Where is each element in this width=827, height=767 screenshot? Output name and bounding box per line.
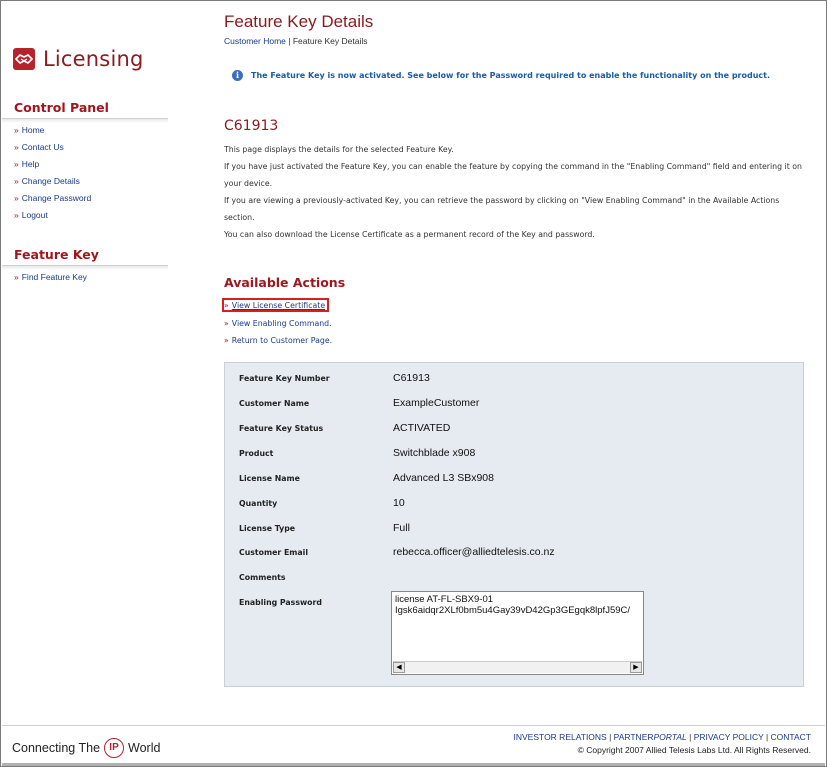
chevron-right-icon: » bbox=[224, 336, 229, 345]
detail-value: Full bbox=[393, 522, 410, 534]
chevron-right-icon: » bbox=[224, 319, 229, 328]
control-panel-title: Control Panel bbox=[2, 100, 168, 119]
investor-relations-link[interactable]: INVESTOR RELATIONS bbox=[513, 732, 607, 742]
detail-value: 10 bbox=[393, 497, 405, 509]
page-title: Feature Key Details bbox=[224, 12, 374, 31]
feature-key-nav bbox=[14, 269, 87, 286]
connecting-the-ip-world-logo bbox=[12, 738, 160, 758]
privacy-policy-link[interactable]: PRIVACY POLICY bbox=[693, 732, 764, 742]
nav-item-change-details[interactable] bbox=[14, 173, 91, 190]
nav-item-help[interactable] bbox=[14, 156, 91, 173]
description-paragraph: If you are viewing a previously-activated Key, you can retrieve the password by clicking on "View Enabling Command" in the Available Actions section. bbox=[224, 196, 780, 222]
footer-separator: | bbox=[606, 732, 614, 742]
detail-value: ExampleCustomer bbox=[393, 397, 480, 409]
enabling-password-textarea[interactable] bbox=[391, 591, 644, 675]
activation-notice bbox=[232, 70, 770, 81]
notice-text: The Feature Key is now activated. See below for the Password required to enable the functionality on the product. bbox=[251, 71, 771, 80]
detail-label: Comments bbox=[239, 573, 286, 582]
detail-label: Quantity bbox=[239, 499, 278, 508]
return-to-customer-page-link[interactable] bbox=[224, 336, 332, 345]
scroll-right-icon[interactable]: ▶ bbox=[630, 662, 642, 673]
nav-item-label: Change Password bbox=[21, 193, 92, 203]
chevron-right-icon: » bbox=[14, 176, 19, 186]
licensing-logo[interactable] bbox=[13, 47, 144, 71]
control-panel-nav bbox=[14, 122, 91, 224]
detail-label: Product bbox=[239, 449, 274, 458]
nav-item-find-feature-key[interactable] bbox=[14, 269, 87, 286]
connect-text-prefix: Connecting The bbox=[12, 741, 101, 755]
breadcrumb-separator: | bbox=[285, 36, 293, 46]
action-label: Return to Customer Page. bbox=[231, 336, 333, 345]
horizontal-scrollbar[interactable] bbox=[393, 661, 642, 673]
info-icon: i bbox=[232, 70, 243, 81]
ip-circle-icon: IP bbox=[104, 738, 124, 758]
nav-item-contact-us[interactable] bbox=[14, 139, 91, 156]
detail-label: License Name bbox=[239, 474, 300, 483]
description-paragraph: This page displays the details for the selected Feature Key. bbox=[224, 145, 454, 154]
detail-label: Customer Email bbox=[239, 548, 309, 557]
nav-item-change-password[interactable] bbox=[14, 190, 91, 207]
nav-item-label: Home bbox=[21, 125, 45, 135]
detail-value: ACTIVATED bbox=[393, 422, 451, 434]
detail-label: Enabling Password bbox=[239, 598, 322, 607]
breadcrumb-current: Feature Key Details bbox=[292, 36, 368, 46]
description-paragraph: If you have just activated the Feature Key, you can enable the feature by copying the command in the "Enabling Command" field and entering it on your device. bbox=[224, 162, 802, 188]
view-license-certificate-link[interactable] bbox=[222, 298, 329, 312]
nav-item-label: Find Feature Key bbox=[21, 272, 87, 282]
contact-link[interactable]: CONTACT bbox=[770, 732, 811, 742]
chevron-right-icon: » bbox=[14, 272, 19, 282]
detail-value: Advanced L3 SBx908 bbox=[393, 472, 494, 484]
copyright-text: © Copyright 2007 Allied Telesis Labs Ltd. All Rights Reserved. bbox=[577, 745, 811, 755]
footer-separator: | bbox=[686, 732, 694, 742]
nav-item-label: Contact Us bbox=[21, 142, 64, 152]
feature-key-details-panel bbox=[224, 362, 804, 687]
detail-value: C61913 bbox=[393, 372, 430, 384]
detail-label: Feature Key Number bbox=[239, 374, 330, 383]
available-actions-title: Available Actions bbox=[224, 275, 346, 290]
partner-portal-link[interactable] bbox=[614, 732, 687, 742]
nav-item-label: Help bbox=[21, 159, 40, 169]
detail-label: Customer Name bbox=[239, 399, 310, 408]
action-label: View License Certificate bbox=[231, 301, 326, 310]
detail-value: rebecca.officer@alliedtelesis.co.nz bbox=[393, 546, 555, 558]
view-enabling-command-link[interactable] bbox=[224, 319, 332, 328]
chevron-right-icon: » bbox=[14, 210, 19, 220]
footer-links bbox=[514, 732, 811, 742]
detail-value: Switchblade x908 bbox=[393, 447, 476, 459]
feature-key-heading: C61913 bbox=[224, 118, 279, 134]
enabling-password-text: license AT-FL-SBX9-01 Igsk6aidqr2XLf0bm5u4Gay39vD42Gp3GEgqk8lpfJ59C/ bbox=[395, 594, 631, 616]
connect-text-suffix: World bbox=[128, 741, 161, 755]
chevron-right-icon: » bbox=[224, 301, 229, 310]
footer bbox=[2, 725, 825, 763]
breadcrumb-home-link[interactable]: Customer Home bbox=[224, 36, 286, 46]
nav-item-logout[interactable] bbox=[14, 207, 91, 224]
logo-text: Licensing bbox=[43, 47, 144, 71]
handshake-icon bbox=[13, 48, 35, 70]
bottom-divider bbox=[2, 763, 825, 766]
detail-label: Feature Key Status bbox=[239, 424, 324, 433]
action-label: View Enabling Command. bbox=[231, 319, 332, 328]
chevron-right-icon: » bbox=[14, 193, 19, 203]
footer-separator: | bbox=[763, 732, 771, 742]
chevron-right-icon: » bbox=[14, 125, 19, 135]
chevron-right-icon: » bbox=[14, 159, 19, 169]
nav-item-label: Logout bbox=[21, 210, 48, 220]
breadcrumb bbox=[224, 36, 367, 46]
nav-item-home[interactable] bbox=[14, 122, 91, 139]
feature-key-title: Feature Key bbox=[2, 247, 168, 266]
chevron-right-icon: » bbox=[14, 142, 19, 152]
scroll-left-icon[interactable]: ◀ bbox=[393, 662, 405, 673]
description-paragraph: You can also download the License Certificate as a permanent record of the Key and password. bbox=[224, 230, 595, 239]
nav-item-label: Change Details bbox=[21, 176, 80, 186]
detail-label: License Type bbox=[239, 524, 296, 533]
partner-portal-label-a: PARTNER bbox=[613, 732, 654, 742]
partner-portal-label-b: PORTAL bbox=[653, 732, 687, 742]
